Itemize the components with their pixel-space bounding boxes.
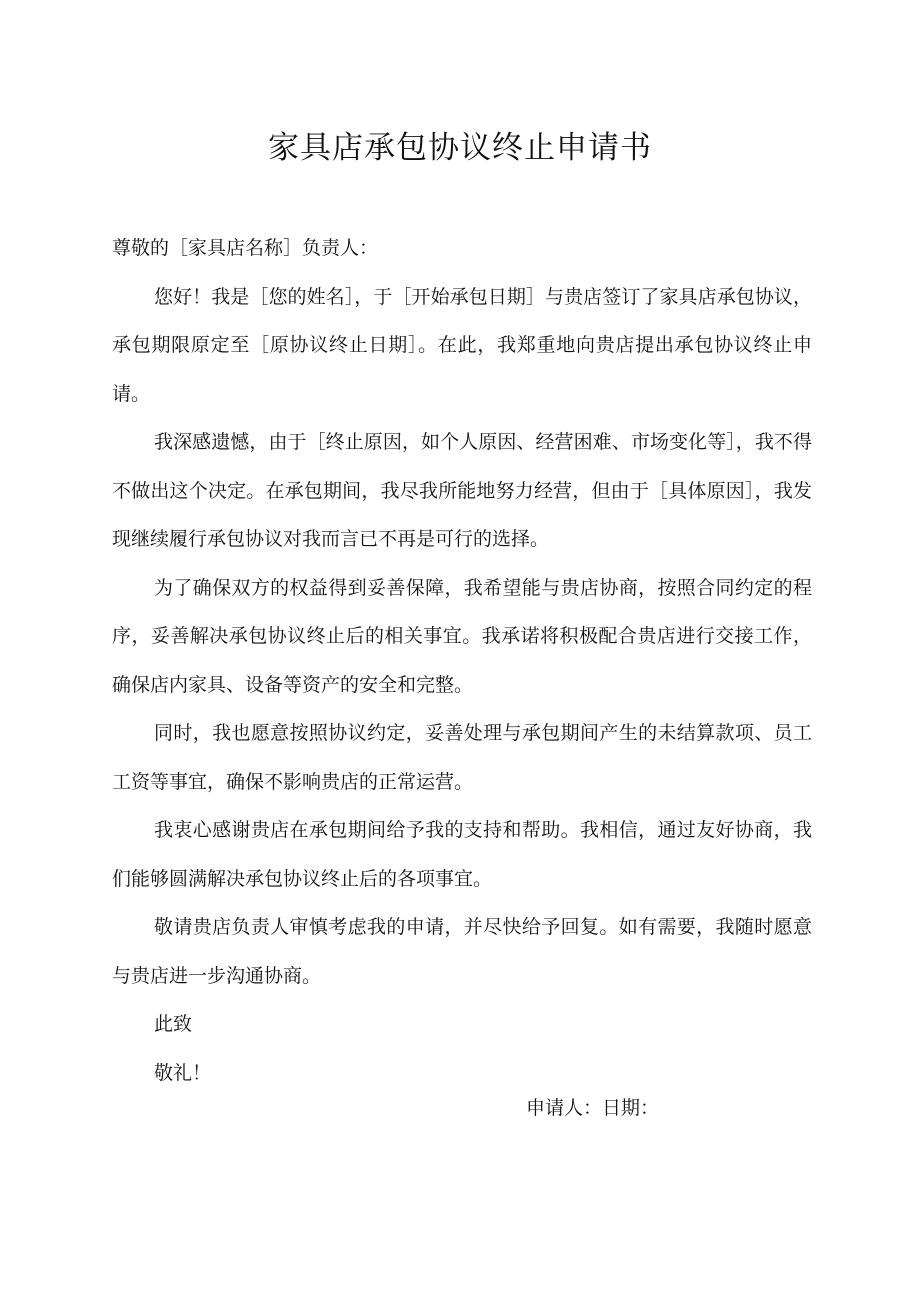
document-title: 家具店承包协议终止申请书 xyxy=(268,130,652,166)
letter-body xyxy=(112,224,812,1097)
signature-line: 申请人：日期： xyxy=(526,1097,660,1119)
paragraph-reason: 我深感遗憾，由于［终止原因，如个人原因、经营困难、市场变化等］，我不得不做出这个决定。在承包期间，我尽我所能地努力经营，但由于［具体原因］，我发现继续履行承包协议对我而言已不再是可行的选择。 xyxy=(112,431,812,550)
paragraph-greeting: 您好！我是［您的姓名］，于［开始承包日期］与贵店签订了家具店承包协议，承包期限原定至［原协议终止日期］。在此，我郑重地向贵店提出承包协议终止申请。 xyxy=(112,285,812,405)
paragraph-settlement: 同时，我也愿意按照协议约定，妥善处理与承包期间产生的未结算款项、员工工资等事宜，确保不影响贵店的正常运营。 xyxy=(112,722,812,793)
salutation: 尊敬的［家具店名称］负责人： xyxy=(112,237,379,259)
paragraph-thanks: 我衷心感谢贵店在承包期间给予我的支持和帮助。我相信，通过友好协商，我们能够圆满解决承包协议终止后的各项事宜。 xyxy=(112,819,812,890)
closing-line-2: 敬礼！ xyxy=(154,1061,212,1084)
closing-line-1: 此致 xyxy=(154,1013,193,1035)
paragraph-negotiation: 为了确保双方的权益得到妥善保障，我希望能与贵店协商，按照合同约定的程序，妥善解决承包协议终止后的相关事宜。我承诺将积极配合贵店进行交接工作，确保店内家具、设备等资产的安全和完整。 xyxy=(112,576,812,696)
paragraph-request: 敬请贵店负责人审慎考虑我的申请，并尽快给予回复。如有需要，我随时愿意与贵店进一步沟通协商。 xyxy=(112,916,812,987)
